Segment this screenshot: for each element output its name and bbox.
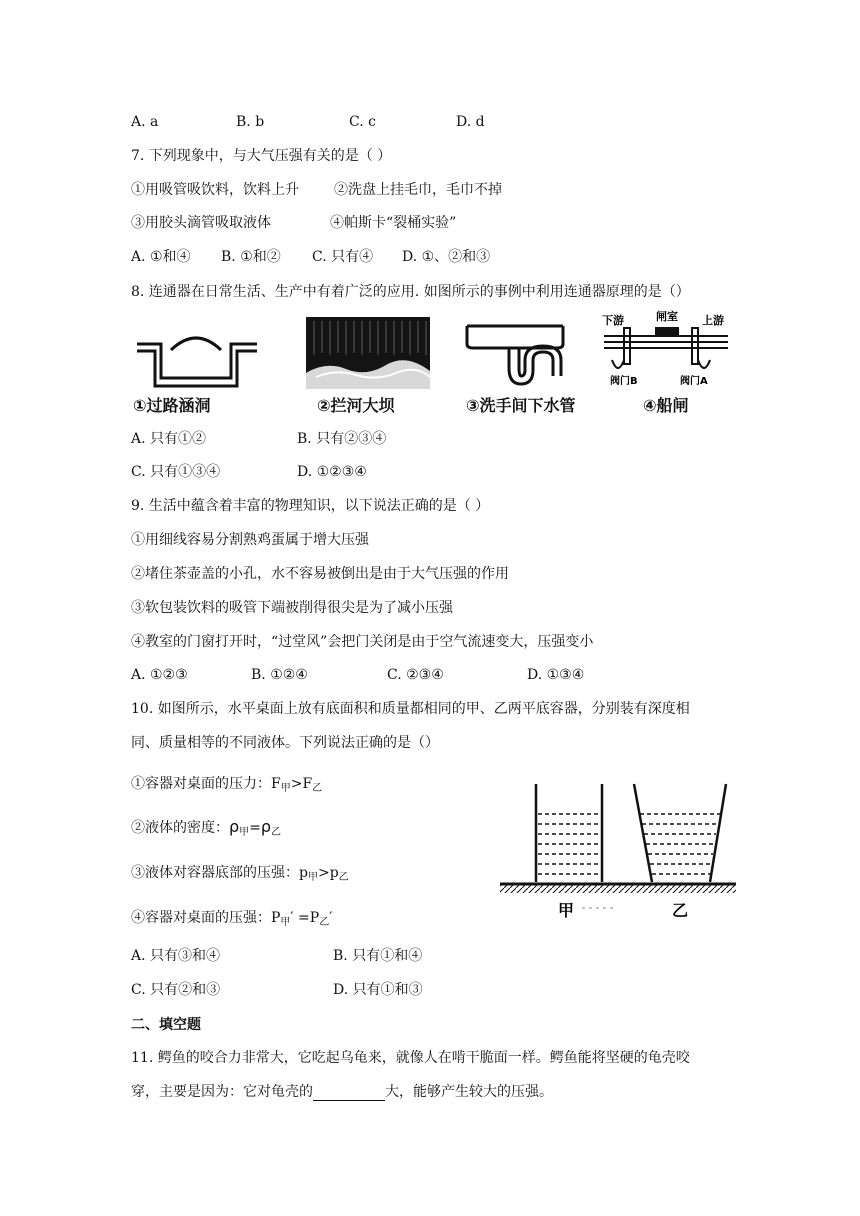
ship-lock-figure	[600, 310, 732, 388]
q8-option-a: A. 只有①②	[131, 431, 207, 447]
lock-label-up: 上游	[702, 314, 724, 327]
q10-stem-line1: 10. 如图所示，水平桌面上放有底面积和质量都相同的甲、乙两平底容器，分别装有深度相	[131, 701, 690, 717]
q9-stem: 9. 生活中蕴含着丰富的物理知识，以下说法正确的是（ ）	[131, 498, 490, 514]
dam-photo	[306, 317, 430, 389]
q8-option-b: B. 只有②③④	[297, 431, 387, 447]
q11-line2: 穿，主要是因为：它对龟壳的 大，能够产生较大的压强。	[131, 1084, 553, 1100]
q10-option-d: D. 只有①和③	[333, 982, 423, 998]
q8-stem: 8. 连通器在日常生活、生产中有着广泛的应用. 如图所示的事例中利用连通器原理的是（）	[131, 284, 690, 300]
q10-statement-3: ③液体对容器底部的压强：$p_甲>p_乙$	[131, 865, 349, 883]
q7-item-4: ④帕斯卡“裂桶实验”	[330, 215, 457, 231]
q7-item-1: ①用吸管吸饮料，饮料上升	[131, 182, 299, 198]
q11-answer-blank[interactable]	[313, 1086, 385, 1101]
q9-item-1: ①用细线容易分割熟鸡蛋属于增大压强	[131, 532, 369, 548]
q9-option-b: B. ①②④	[251, 667, 308, 683]
q10-stem-line2: 同、质量相等的不同液体。下列说法正确的是（）	[131, 735, 439, 751]
q7-item-3: ③用胶头滴管吸取液体	[131, 215, 271, 231]
q11-line1: 11. 鳄鱼的咬合力非常大，它吃起乌龟来，就像人在啃干脆面一样。鳄鱼能将坚硬的龟壳咬	[131, 1050, 690, 1066]
q10-option-a: A. 只有③和④	[131, 948, 221, 964]
q9-option-c: C. ②③④	[387, 667, 444, 683]
q8-option-d: D. ①②③④	[297, 464, 367, 480]
container-label-right: 乙	[672, 901, 689, 920]
q10-option-b: B. 只有①和④	[333, 948, 423, 964]
lock-label-down: 下游	[602, 314, 624, 327]
lock-label-gate-a: 阀门A	[680, 376, 708, 387]
q7-option-d: D. ①、②和③	[402, 249, 491, 265]
q8-caption-2: ②拦河大坝	[317, 396, 395, 415]
q9-option-a: A. ①②③	[131, 667, 188, 683]
culvert-figure	[131, 320, 263, 392]
q6-option-b: B. b	[236, 114, 265, 130]
q10-statement-2: ②液体的密度：$\rho_甲=\rho_乙$	[131, 817, 282, 838]
q9-item-2: ②堵住茶壶盖的小孔，水不容易被倒出是由于大气压强的作用	[131, 566, 509, 582]
q10-statement-1: ①容器对桌面的压力：$F_甲>F_乙$	[131, 776, 323, 794]
q9-item-3: ③软包装饮料的吸管下端被削得很尖是为了减小压强	[131, 600, 453, 616]
q8-caption-1: ①过路涵洞	[133, 396, 211, 415]
lock-label-room: 闸室	[656, 310, 678, 323]
q6-option-c: C. c	[349, 114, 376, 130]
lock-label-gate-b: 阀门B	[610, 376, 638, 387]
q7-option-b: B. ①和②	[221, 249, 281, 265]
q8-caption-4: ④船闸	[643, 396, 689, 415]
q7-option-a: A. ①和④	[131, 249, 191, 265]
section-title: 二、填空题	[131, 1017, 201, 1033]
q6-option-d: D. d	[456, 114, 485, 130]
container-label-left: 甲	[558, 901, 575, 920]
sink-drain-figure	[463, 320, 583, 390]
q9-item-4: ④教室的门窗打开时，“过堂风”会把门关闭是由于空气流速变大，压强变小	[131, 634, 594, 650]
q10-option-c: C. 只有②和③	[131, 982, 221, 998]
q10-statement-4: ④容器对桌面的压强：$P_甲' =P_乙'$	[131, 910, 333, 928]
containers-figure	[498, 780, 738, 928]
q7-item-2: ②洗盘上挂毛巾，毛巾不掉	[334, 182, 502, 198]
q7-option-c: C. 只有④	[312, 249, 374, 265]
q9-option-d: D. ①③④	[527, 667, 585, 683]
q8-option-c: C. 只有①③④	[131, 464, 221, 480]
q8-caption-3: ③洗手间下水管	[466, 396, 576, 415]
q6-option-a: A. a	[131, 114, 159, 130]
q7-stem: 7. 下列现象中，与大气压强有关的是（ ）	[131, 148, 392, 164]
